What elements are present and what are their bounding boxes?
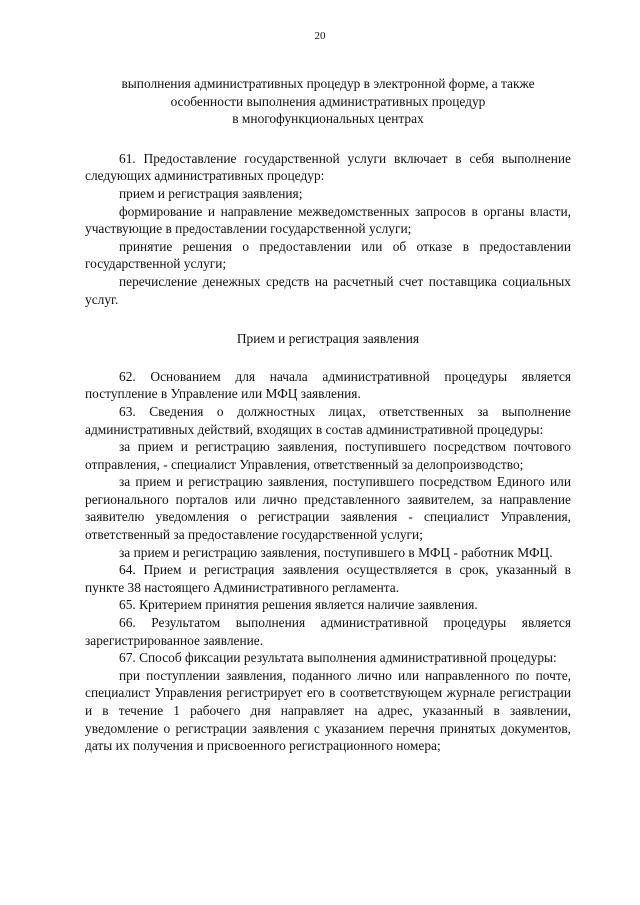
paragraph: формирование и направление межведомственных запросов в органы власти, участвующие в предоставлении государственной услуги; bbox=[85, 203, 571, 237]
section-heading-line: особенности выполнения административных процедур bbox=[170, 93, 486, 109]
subsection-heading: Прием и регистрация заявления bbox=[236, 331, 420, 347]
paragraph: перечисление денежных средств на расчетный счет поставщика социальных услуг. bbox=[85, 273, 571, 307]
page-number: 20 bbox=[314, 30, 326, 42]
paragraph: за прием и регистрацию заявления, поступившего в МФЦ - работник МФЦ. bbox=[119, 544, 553, 560]
section-heading-line: выполнения административных процедур в электронной форме, а также bbox=[121, 76, 535, 91]
paragraph: 61. Предоставление государственной услуги включает в себя выполнение следующих административных процедур: bbox=[85, 150, 571, 184]
paragraph: 62. Основанием для начала административной процедуры является поступление в Управление или МФЦ заявления. bbox=[85, 368, 571, 402]
paragraph: за прием и регистрацию заявления, поступившего посредством Единого или регионального порталов или лично представленного заявителем, за направление заявителю уведомления о регистрации заявления - специалист Управления, ответственный за предоставление государственной услуги; bbox=[85, 474, 571, 543]
paragraph: 65. Критерием принятия решения является наличие заявления. bbox=[119, 597, 478, 613]
paragraph: принятие решения о предоставлении или об отказе в предоставлении государственной услуги; bbox=[85, 238, 571, 272]
paragraph: при поступлении заявления, поданного лично или направленного по почте, специалист Управления регистрирует его в соответствующем журнале регистрации и в течение 1 рабочего дня направляет на адрес, указанный в заявлении, уведомление о регистрации заявления с указанием перечня принятых документов, даты их получения и присвоенного регистрационного номера; bbox=[85, 667, 571, 754]
paragraph: 63. Сведения о должностных лицах, ответственных за выполнение административных действий, входящих в состав административной процедуры: bbox=[85, 403, 571, 437]
paragraph: прием и регистрация заявления; bbox=[119, 185, 303, 201]
document-body bbox=[85, 75, 571, 755]
paragraph: 66. Результатом выполнения административной процедуры является зарегистрированное заявление. bbox=[85, 615, 571, 648]
paragraph: за прием и регистрацию заявления, поступившего посредством почтового отправления, - специалист Управления, ответственный за делопроизводство; bbox=[85, 439, 571, 472]
paragraph: 67. Способ фиксации результата выполнения административной процедуры: bbox=[119, 650, 557, 666]
section-heading-line: в многофункциональных центрах bbox=[232, 111, 424, 127]
paragraph: 64. Прием и регистрация заявления осуществляется в срок, указанный в пункте 38 настоящего Административного регламента. bbox=[85, 562, 571, 595]
